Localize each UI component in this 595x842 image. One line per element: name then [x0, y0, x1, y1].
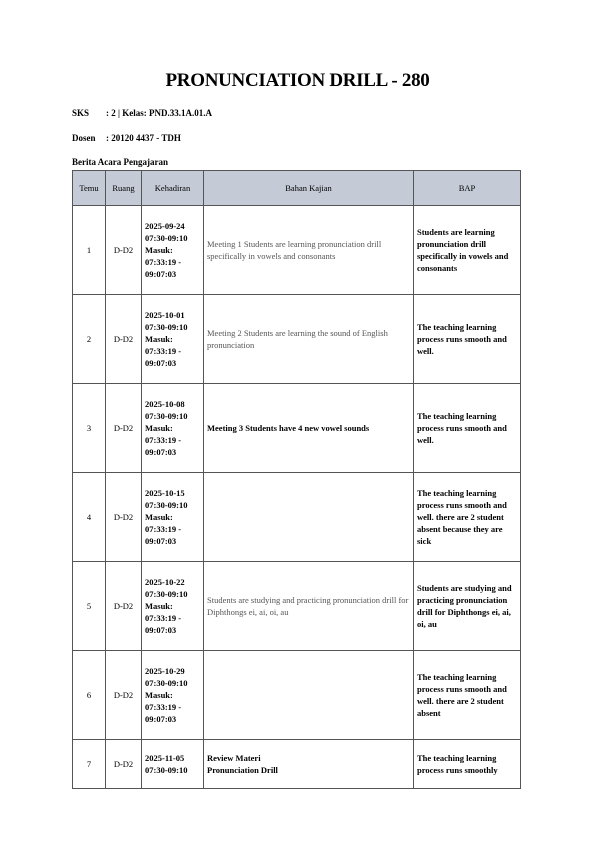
kehadiran-cell	[142, 562, 204, 651]
ruang-cell: D-D2	[106, 384, 142, 473]
ruang-cell: D-D2	[106, 206, 142, 295]
temu-cell: 5	[73, 562, 106, 651]
bahan-cell	[204, 651, 414, 740]
bahan-line: Review Materi	[207, 753, 261, 763]
temu-cell: 1	[73, 206, 106, 295]
bap-cell: Students are studying and practicing pronunciation drill for Diphthongs ei, ai, oi, au	[414, 562, 521, 651]
temu-cell: 6	[73, 651, 106, 740]
header-ruang: Ruang	[106, 171, 142, 206]
bahan-cell: Students are studying and practicing pronunciation drill for Diphthongs ei, ai, oi, au	[204, 562, 414, 651]
keluar-time: 09:07:03	[145, 269, 177, 279]
bahan-cell: Meeting 2 Students are learning the sound of English pronunciation	[204, 295, 414, 384]
table-row	[73, 206, 521, 295]
masuk-label: Masuk:	[145, 512, 173, 522]
ruang-cell: D-D2	[106, 473, 142, 562]
masuk-time: 07:33:19 -	[145, 346, 182, 356]
table-row	[73, 384, 521, 473]
masuk-time: 07:33:19 -	[145, 613, 182, 623]
ruang-cell: D-D2	[106, 562, 142, 651]
table-row	[73, 740, 521, 789]
ruang-cell: D-D2	[106, 740, 142, 789]
table-row	[73, 651, 521, 740]
masuk-label: Masuk:	[145, 245, 173, 255]
keluar-time: 09:07:03	[145, 714, 177, 724]
keluar-time: 09:07:03	[145, 447, 177, 457]
bap-cell: The teaching learning process runs smooth and well.	[414, 295, 521, 384]
bap-cell: The teaching learning process runs smooth and well.	[414, 384, 521, 473]
bahan-cell: Meeting 3 Students have 4 new vowel sounds	[204, 384, 414, 473]
header-bap: BAP	[414, 171, 521, 206]
temu-cell: 4	[73, 473, 106, 562]
date: 2025-11-05	[145, 753, 185, 763]
sks-value: : 2 | Kelas: PND.33.1A.01.A	[106, 108, 212, 118]
dosen-value: : 20120 4437 - TDH	[106, 133, 181, 143]
kehadiran-cell	[142, 206, 204, 295]
masuk-label: Masuk:	[145, 601, 173, 611]
temu-cell: 7	[73, 740, 106, 789]
time: 07:30-09:10	[145, 411, 188, 421]
dosen-label: Dosen	[72, 133, 96, 143]
kehadiran-cell	[142, 740, 204, 789]
table-row	[73, 562, 521, 651]
masuk-time: 07:33:19 -	[145, 702, 182, 712]
section-title: Berita Acara Pengajaran	[72, 157, 168, 167]
ruang-cell: D-D2	[106, 651, 142, 740]
bap-cell: The teaching learning process runs smooth and well. there are 2 student absent because they are sick	[414, 473, 521, 562]
keluar-time: 09:07:03	[145, 625, 177, 635]
bahan-cell	[204, 740, 414, 789]
page-title: PRONUNCIATION DRILL - 280	[165, 70, 430, 91]
keluar-time: 09:07:03	[145, 536, 177, 546]
masuk-label: Masuk:	[145, 690, 173, 700]
bahan-cell: Meeting 1 Students are learning pronunciation drill specifically in vowels and consonants	[204, 206, 414, 295]
date: 2025-10-01	[145, 310, 185, 320]
bap-cell: The teaching learning process runs smooth and well. there are 2 student absent	[414, 651, 521, 740]
header-kehadiran: Kehadiran	[142, 171, 204, 206]
time: 07:30-09:10	[145, 500, 188, 510]
date: 2025-10-22	[145, 577, 185, 587]
table-row	[73, 473, 521, 562]
time: 07:30-09:10	[145, 233, 188, 243]
masuk-time: 07:33:19 -	[145, 524, 182, 534]
masuk-time: 07:33:19 -	[145, 435, 182, 445]
sks-line	[72, 108, 212, 118]
header-bahan-kajian: Bahan Kajian	[204, 171, 414, 206]
time: 07:30-09:10	[145, 322, 188, 332]
kehadiran-cell	[142, 473, 204, 562]
masuk-time: 07:33:19 -	[145, 257, 182, 267]
sks-label: SKS	[72, 108, 90, 118]
attendance-table	[72, 170, 521, 789]
time: 07:30-09:10	[145, 589, 188, 599]
keluar-time: 09:07:03	[145, 358, 177, 368]
bap-cell: The teaching learning process runs smoothly	[414, 740, 521, 789]
kehadiran-cell	[142, 384, 204, 473]
date: 2025-09-24	[145, 221, 185, 231]
time: 07:30-09:10	[145, 678, 188, 688]
header-temu: Temu	[73, 171, 106, 206]
time: 07:30-09:10	[145, 765, 188, 775]
masuk-label: Masuk:	[145, 423, 173, 433]
ruang-cell: D-D2	[106, 295, 142, 384]
kehadiran-cell	[142, 651, 204, 740]
masuk-label: Masuk:	[145, 334, 173, 344]
temu-cell: 2	[73, 295, 106, 384]
bahan-cell	[204, 473, 414, 562]
dosen-line	[72, 133, 181, 143]
table-row	[73, 295, 521, 384]
date: 2025-10-29	[145, 666, 185, 676]
table-header-row	[73, 171, 521, 206]
bap-cell: Students are learning pronunciation drill specifically in vowels and consonants	[414, 206, 521, 295]
bahan-line: Pronunciation Drill	[207, 765, 278, 775]
temu-cell: 3	[73, 384, 106, 473]
date: 2025-10-08	[145, 399, 185, 409]
kehadiran-cell	[142, 295, 204, 384]
date: 2025-10-15	[145, 488, 185, 498]
